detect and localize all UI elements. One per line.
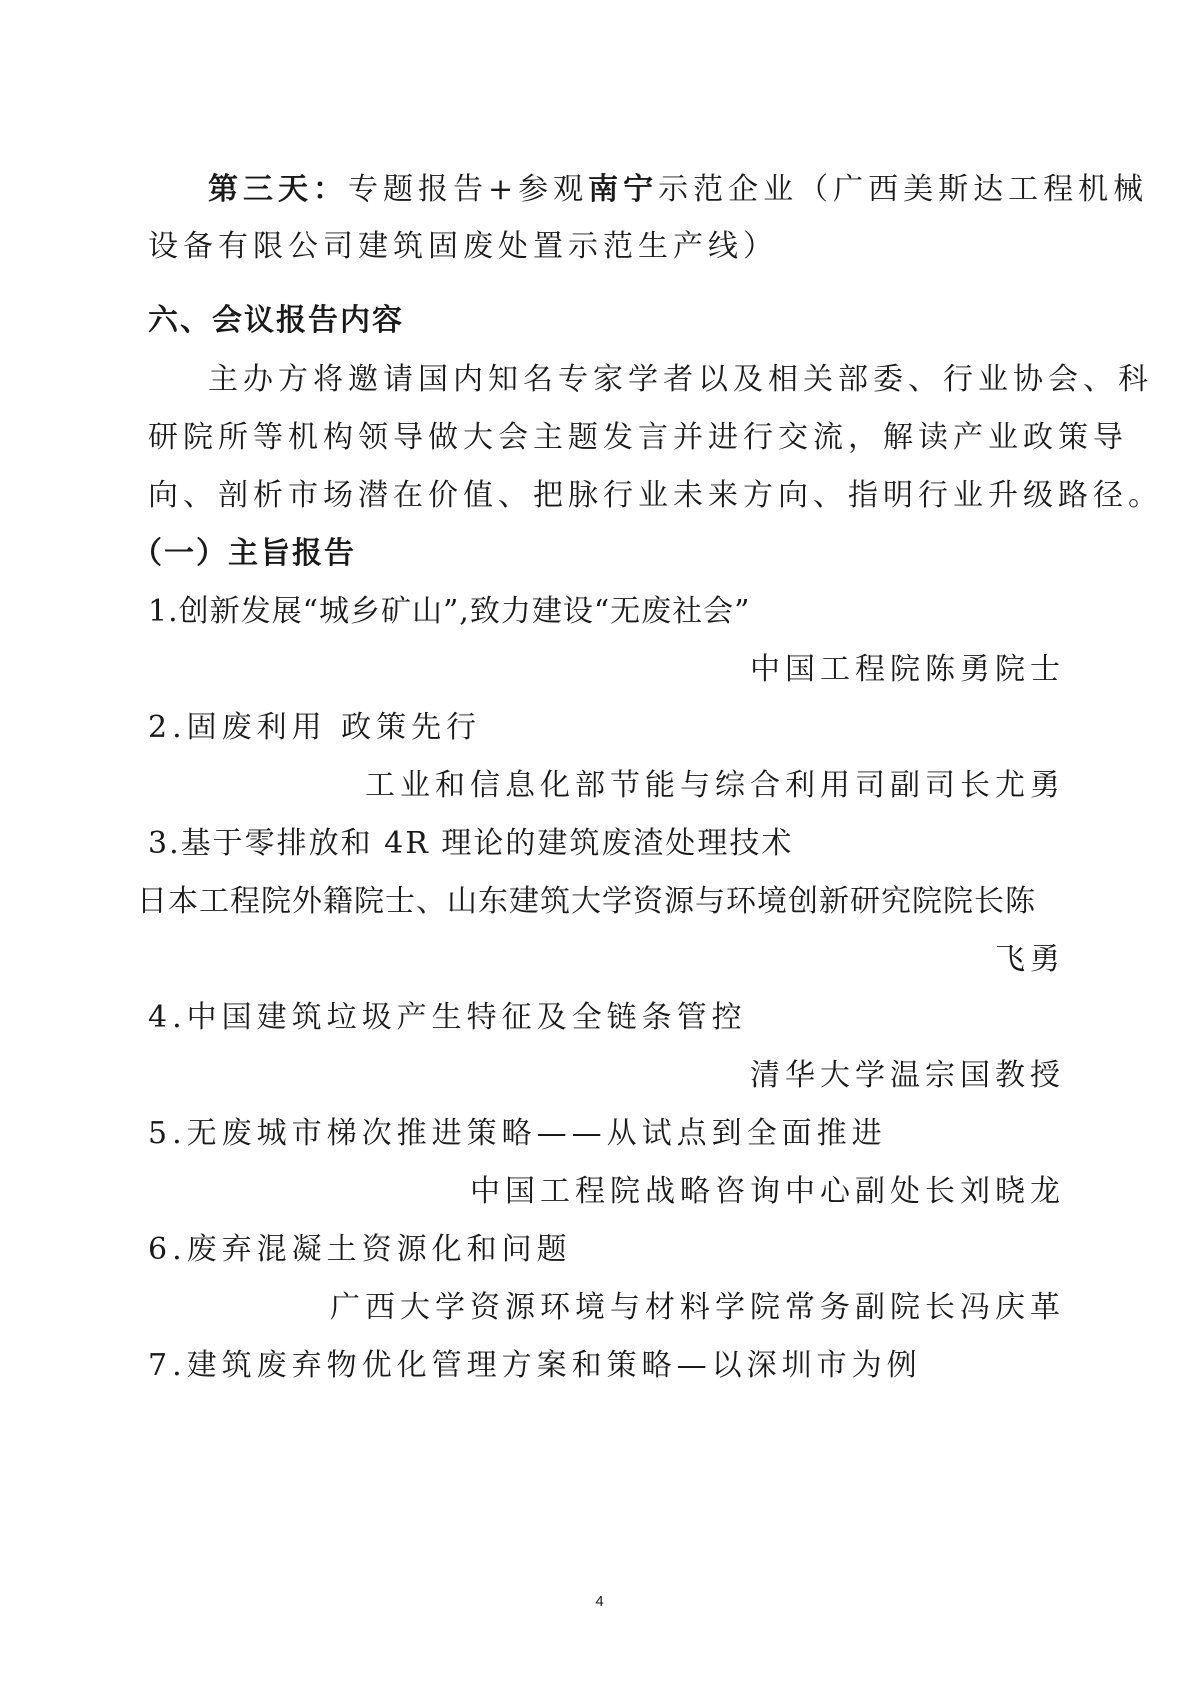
report-speaker-line-2: 飞勇 <box>995 942 1065 977</box>
intro-line-3: 向、剖析市场潜在价值、把脉行业未来方向、指明行业升级路径。 <box>148 478 1163 513</box>
report-title: 4.中国建筑垃圾产生特征及全链条管控 <box>148 1000 747 1035</box>
report-speaker: 工业和信息化部节能与综合利用司副司长尤勇 <box>365 768 1065 803</box>
day3-line-1 <box>208 170 1148 210</box>
report-speaker: 中国工程院陈勇院士 <box>750 652 1065 687</box>
day3-text-b: 示范企业（广西美斯达工程机械 <box>658 172 1149 207</box>
section-heading: 六、会议报告内容 <box>148 303 404 338</box>
report-title: 2.固废利用 政策先行 <box>148 710 482 745</box>
day3-city: 南宁 <box>588 172 659 207</box>
day3-line-2: 设备有限公司建筑固废处置示范生产线） <box>148 229 778 264</box>
intro-line-2: 研院所等机构领导做大会主题发言并进行交流，解读产业政策导 <box>148 420 1128 455</box>
day3-text-a: 专题报告+参观 <box>348 172 589 207</box>
report-speaker: 广西大学资源环境与材料学院常务副院长冯庆革 <box>330 1290 1065 1325</box>
report-speaker: 清华大学温宗国教授 <box>750 1058 1065 1093</box>
report-title: 7.建筑废弃物优化管理方案和策略—以深圳市为例 <box>148 1348 922 1383</box>
day3-label: 第三天： <box>208 172 348 207</box>
report-title: 5.无废城市梯次推进策略——从试点到全面推进 <box>148 1116 887 1151</box>
report-title: 6.废弃混凝土资源化和问题 <box>148 1232 572 1267</box>
report-speaker-line-1: 日本工程院外籍院士、山东建筑大学资源与环境创新研究院院长陈 <box>137 884 1036 919</box>
report-speaker: 中国工程院战略咨询中心副处长刘晓龙 <box>470 1174 1065 1209</box>
report-title: 1.创新发展“城乡矿山”,致力建设“无废社会” <box>148 594 751 629</box>
report-title: 3.基于零排放和 4R 理论的建筑废渣处理技术 <box>148 826 794 861</box>
sub-heading: （一）主旨报告 <box>132 536 356 571</box>
page-number: 4 <box>595 1593 604 1610</box>
intro-line-1: 主办方将邀请国内知名专家学者以及相关部委、行业协会、科 <box>208 362 1153 397</box>
